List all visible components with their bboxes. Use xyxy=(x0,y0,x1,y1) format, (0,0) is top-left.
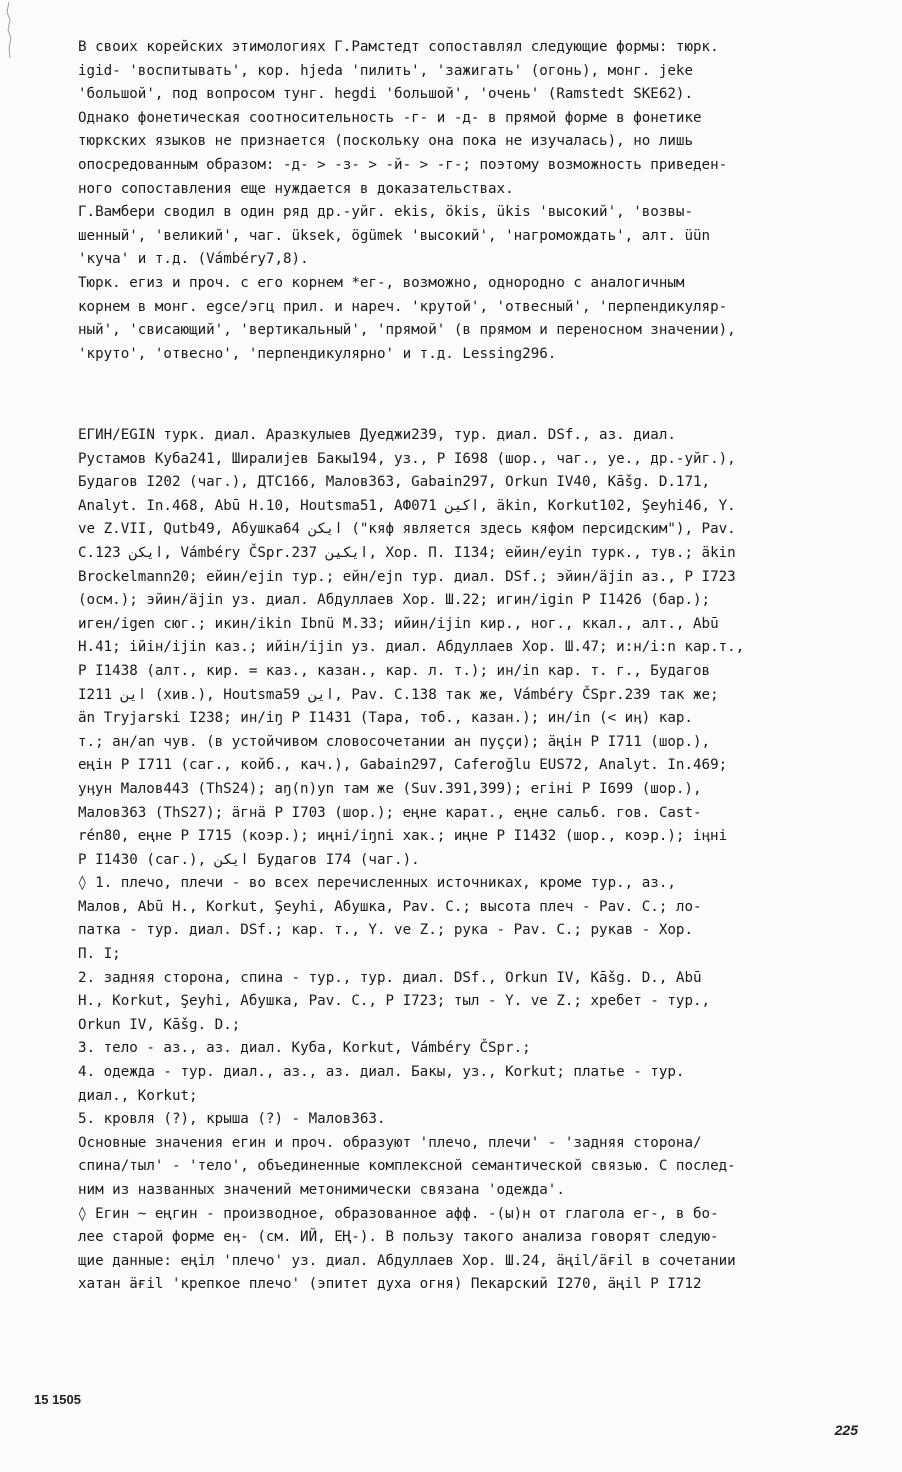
print-order-code: 15 1505 xyxy=(34,1392,81,1407)
scan-edge-mark xyxy=(3,0,15,60)
entry-forms-list: ЕГИН/EGIN турк. диал. Аразкулыев Дуеджи239, тур. диал. DSf., аз. диал. Рустамов Куба241, Ширалиjев Бакы194, уз., Р I698 (шор., чаг., уе., др.-уйг.), Будагов I202 (чаг.), ДТС166, Малов363, Gabain297, Orkun IV40, Kāšg. D.171, Analyt. In.468, Abū H.10, Houtsma51, АФ071 اكين, äkin, Korkut102, Şeyhi46, Y. ve Z.VII, Qutb49, Абушка64 ايكن ("кяф является здесь кяфом персидским"), Pav. C.123 ايكن, Vámbéry ČSpr.237 ايكين, Хор. П. I134; ейин/eyin турк., тув.; äkin Brockelmann20; ейин/ejin тур.; ейн/ejn тур. диал. DSf.; эйин/äjin аз., Р I723 (осм.); эйин/äjin уз. диал. Абдуллаев Хор. Ш.22; игин/igin Р I1426 (бар.); иген/igen сюг.; икин/ikin Ibnü M.33; ийин/ijin кир., ног., ккал., алт., Abū H.41; ійін/ijin каз.; ийін/ijin уз. диал. Абдуллаев Хор. Ш.47; и:н/i:n кар.т., Р I1438 (алт., кир. = каз., казан., кар. л. т.); ин/in кар. т. г., Будагов I211 اين (хив.), Houtsma59 اين, Pav. C.138 так же, Vámbéry ČSpr.239 так же; ӓn Tryjarski I238; ин/iŋ Р I1431 (Тара, тоб., казан.); ин/in (< иӊ) кар. т.; ан/an чув. (в устойчивом словосочетании ан пуҫҫи); ӓңін Р I711 (шор.), еңін Р I711 (саг., койб., кач.), Gabain297, Caferoğlu EUS72, Analyt. In.469; уӊун Малов443 (ThS24); aŋ(n)yn там же (Suv.391,399); егіні Р I699 (шор.), Малов363 (ThS27); ӓгнӓ Р I703 (шор.); еңне карат., еңне сальб. гов. Cast- rén80, еңне Р I715 (коэр.); иңні/iŋni хак.; иңне Р I1432 (шор., коэр.); іӊні Р I1430 (саг.), ايكن Будагов I74 (чаг.). xyxy=(78,427,745,868)
meaning-5-roof: 5. кровля (?), крыша (?) - Малов363. xyxy=(78,1111,386,1128)
meaning-4-clothing: 4. одежда - тур. диал., аз., аз. диал. Бакы, уз., Korkut; платье - тур. диал., Korkut; xyxy=(78,1064,685,1104)
intro-paragraph-mongolian: Тюрк. егиз и проч. с его корнем *ег-, возможно, однородно с аналогичным корнем в монг. egce/эгц прил. и нареч. 'крутой', 'отвесный', 'перпендикуляр- ный', 'свисающий', 'вертикальный', 'прямой' (в прямом и переносном значении), 'круто', 'отвесно', 'перпендикулярно' и т.д. Lessing296. xyxy=(78,274,736,362)
intro-paragraph-ramstedt: В своих корейских этимологиях Г.Рамстедт сопоставлял следующие формы: тюрк. igid- 'воспитывать', кор. hjeda 'пилить', 'зажигать' (огонь), монг. jeke 'большой', под вопросом тунг. hegdi 'большой', 'очень' (Ramstedt SKE62). xyxy=(78,39,719,103)
meaning-1-shoulder: ◊ 1. плечо, плечи - во всех перечисленных источниках, кроме тур., аз., Малов, Abū H., Korkut, Şeyhi, Абушка, Pav. C.; высота плеч - Pav. C.; ло- патка - тур. диал. DSf.; кар. т., Y. ve Z.; рука - Pav. C.; рукав - Хор. П. I; xyxy=(78,875,702,963)
page-number: 225 xyxy=(834,1422,858,1438)
meaning-2-back: 2. задняя сторона, спина - тур., тур. диал. DSf., Orkun IV, Kāšg. D., Abū H., Korkut, Şeyhi, Абушка, Pav. C., Р I723; тыл - Y. ve Z.; хребет - тур., Orkun IV, Kāšg. D.; xyxy=(78,969,711,1033)
entry-egin xyxy=(32,424,880,1297)
conclusion-etymology: ◊ Егин ~ еңгин - производное, образованное афф. -(ы)н от глагола ег-, в бо- лее старой форме еӊ- (см. ИЙ, ЕҢ-). В пользу такого анализа говорят следую- щие данные: еңіл 'плечо' уз. диал. Абдуллаев Хор. Ш.24, ӓңil/ӓғil в сочетании хатан ӓғil 'крепкое плечо' (эпитет духа огня) Пекарский I270, ӓңil Р I712 xyxy=(78,1205,736,1293)
conclusion-semantics: Основные значения егин и проч. образуют 'плечо, плечи' - 'задняя сторона/ спина/тыл' - 'тело', объединенные комплексной семантической связью. С послед- ним из названных значений метонимически связана 'одежда'. xyxy=(78,1134,736,1198)
intro-paragraph-vambery: Г.Вамбери сводил в один ряд др.-уйг. ekis, ökis, ükis 'высокий', 'возвы- шенный', 'великий', чаг. üksek, ögümek 'высокий', 'нагромождать', алт. üün 'куча' и т.д. (Vámbéry7,8). xyxy=(78,204,711,268)
intro-section xyxy=(32,36,880,366)
meaning-3-body: 3. тело - аз., аз. диал. Куба, Korkut, Vámbéry ČSpr.; xyxy=(78,1040,531,1057)
intro-paragraph-phonetics: Однако фонетическая соотносительность -г- и -д- в прямой форме в фонетике тюркских языков не признается (поскольку она пока не изучалась), но лишь опосредованным образом: -д- > -з- > -й- > -г-; поэтому возможность приведен- ного сопоставления еще нуждается в доказательствах. xyxy=(78,109,728,197)
